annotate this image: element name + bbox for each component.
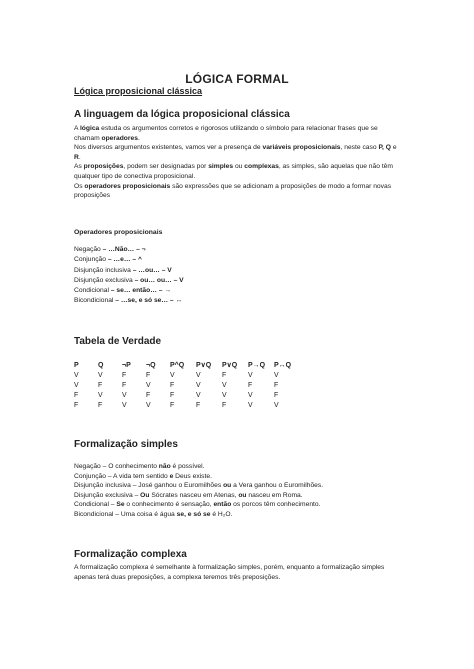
document-subtitle: Lógica proposicional clássica (74, 86, 203, 96)
simple-formalization (74, 439, 404, 520)
truth-table-heading: Tabela de Verdade (74, 336, 162, 347)
operator-row: Conjunção – …e… – ^ (74, 256, 142, 264)
example-line: Negação – O conhecimento não é possível. (74, 463, 205, 470)
header-cell: ¬P (122, 361, 131, 369)
table-row: V V F F V V F V V (74, 371, 279, 379)
paragraph-logic: A lógica estuda os argumentos corretos e rigorosos utilizando o símbolo para relacionar frases que se chamam operadores. (74, 125, 378, 142)
truth-table-section (74, 336, 404, 410)
example-line: Disjunção inclusiva – José ganhou o Euromilhões ou a Vera ganhou o Euromilhões. (74, 482, 324, 490)
header-cell: P→Q (248, 361, 266, 369)
header-cell: P (74, 361, 79, 369)
header-cell: P^Q (170, 361, 185, 369)
table-row: V F F V F V V F F (74, 381, 279, 389)
example-line: Disjunção exclusiva – Ou Sócrates nasceu em Atenas, ou nasceu em Roma. (74, 491, 303, 499)
table-row: F F V V F F F V V (74, 401, 279, 409)
section-language (74, 109, 404, 201)
table-row: F V V F F V V V F (74, 391, 279, 399)
header-cell: P∨Q (222, 362, 238, 369)
complex-heading: Formalização complexa (74, 549, 187, 560)
example-line: Bicondicional – Uma coisa é água se, e só se é H₂O. (74, 510, 233, 518)
paragraph-variables: Nos diversos argumentos existentes, vamos ver a presença de variáveis proposicionais, neste caso P, Q e R. (74, 144, 397, 161)
paragraph-propositions: As proposições, podem ser designadas por simples ou complexas, as simples, são aquelas que não têm qualquer tipo de conectiva proposicional. (74, 163, 393, 180)
simple-heading: Formalização simples (74, 439, 178, 450)
operator-row: Disjunção exclusiva – ou… ou… – V (74, 276, 184, 284)
operator-row: Negação – …Não… – ¬ (74, 246, 146, 253)
truth-table (74, 360, 300, 410)
operators-title: Operadores proposicionais (74, 229, 163, 236)
header-cell: ¬Q (146, 361, 156, 369)
header-cell: Q (98, 361, 104, 369)
header-cell: P∨Q (196, 362, 212, 369)
operators-list (74, 229, 404, 307)
operator-row: Condicional – se… então… – → (74, 287, 172, 295)
example-line: Conjunção – A vida tem sentido e Deus existe. (74, 472, 212, 480)
paragraph-operators: Os operadores proposicionais são expressões que se adicionam a proposições de modo a formar novas proposições (74, 182, 392, 200)
operator-row: Bicondicional – …se, e só se… – ↔ (74, 297, 183, 305)
document-title: LÓGICA FORMAL (185, 72, 289, 86)
complex-paragraph: A formalização complexa é semelhante à formalização simples, porém, enquanto a formalização simples apenas terá duas preposições, a complexa teremos três preposições. (74, 564, 385, 581)
header-cell: P↔Q (274, 361, 292, 369)
complex-formalization (74, 549, 404, 582)
operator-row: Disjunção inclusiva – …ou… – V (74, 266, 172, 274)
example-line: Condicional – Se o conhecimento é sensação, então os porcos têm conhecimento. (74, 501, 321, 509)
section-heading: A linguagem da lógica proposicional clássica (74, 109, 290, 120)
truth-table-header (74, 360, 300, 370)
